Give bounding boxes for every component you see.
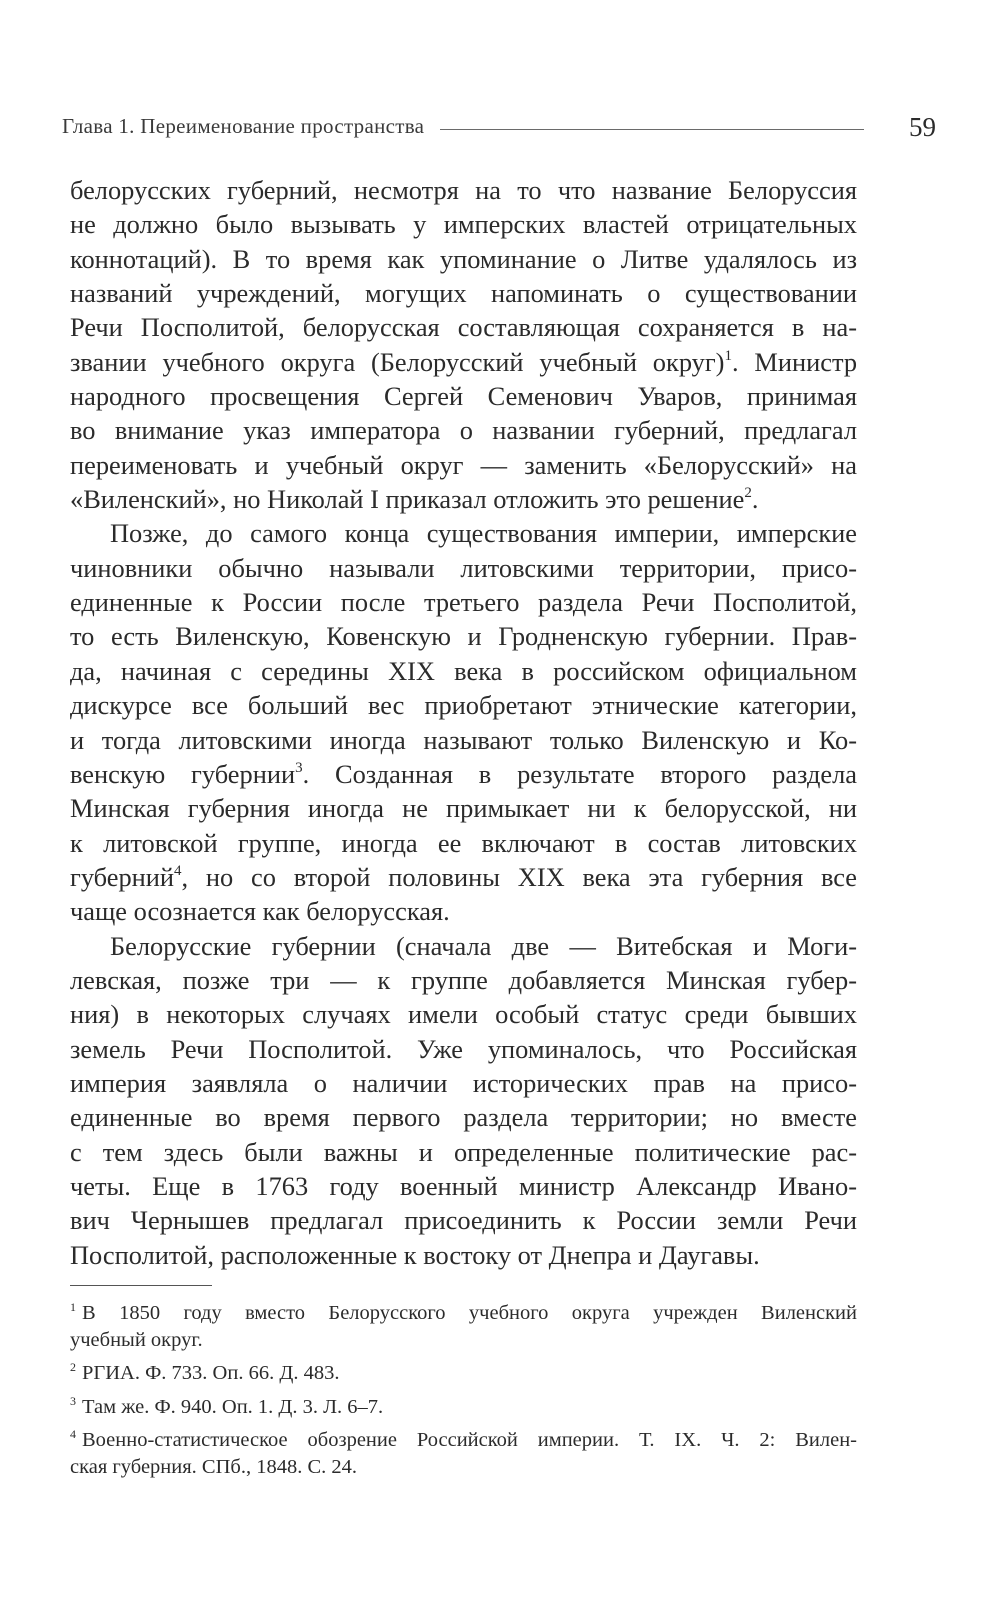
line-text-continued: . <box>751 484 759 515</box>
text-line <box>70 1066 857 1100</box>
text-line <box>70 1032 857 1066</box>
line-text: Позже, до самого конца существования империи, имперские <box>110 518 857 549</box>
line-text: названий учреждений, могущих напоминать о существовании <box>70 278 857 309</box>
line-text: губерний <box>70 861 175 892</box>
line-text: единенные к России после третьего раздела Речи Посполитой, <box>70 587 857 618</box>
line-text: переименовать и учебный округ — заменить «Белорусский» на <box>70 449 857 480</box>
footnote <box>70 1360 857 1387</box>
footnote-line <box>70 1327 857 1354</box>
line-text: дискурсе все больший вес приобретают этнические категории, <box>70 690 857 721</box>
footnote <box>70 1300 857 1353</box>
text-line <box>70 413 857 447</box>
text-line <box>70 791 857 825</box>
footnote-gap <box>70 1387 857 1394</box>
line-text: левская, позже три — к группе добавляется Минская губер- <box>70 964 857 995</box>
line-text: единенные во время первого раздела территории; но вместе <box>70 1102 857 1133</box>
text-line <box>70 173 857 207</box>
line-text-continued: . Созданная в результате второго раздела <box>302 758 858 789</box>
footnote-gap <box>70 1353 857 1360</box>
footnote-reference: 3 <box>295 759 303 776</box>
line-text: четы. Еще в 1763 году военный министр Александр Ивано- <box>70 1170 857 1201</box>
body-text <box>70 173 857 1272</box>
footnote-reference: 4 <box>174 862 182 879</box>
line-text: коннотаций). В то время как упоминание о Литве удалялось из <box>70 243 857 274</box>
header-rule <box>440 129 864 130</box>
line-text: Речи Посполитой, белорусская составляющая сохраняется в на- <box>70 312 857 343</box>
text-line <box>70 688 857 722</box>
paragraph <box>70 929 857 1272</box>
text-line <box>70 207 857 241</box>
running-head <box>62 108 936 148</box>
line-text: белорусских губерний, несмотря на то что название Белоруссия <box>70 175 857 205</box>
line-text-continued: . Министр <box>731 346 858 377</box>
footnote-line <box>70 1427 857 1454</box>
text-line <box>70 448 857 482</box>
text-line <box>70 723 857 757</box>
line-text: и тогда литовскими иногда называют только Виленскую и Ко- <box>70 724 857 755</box>
footnote-gap <box>70 1420 857 1427</box>
line-text: то есть Виленскую, Ковенскую и Гродненскую губернии. Прав- <box>70 621 857 652</box>
text-line <box>70 1169 857 1203</box>
footnote-separator <box>70 1285 212 1286</box>
page-number: 59 <box>909 112 936 142</box>
text-line <box>70 860 857 894</box>
text-line <box>70 585 857 619</box>
text-line <box>70 345 857 379</box>
line-text: «Виленский», но Николай I приказал отложить это решение <box>70 484 745 515</box>
text-line <box>70 516 857 550</box>
running-title: Глава 1. Переименование пространства <box>62 114 425 138</box>
line-text: да, начиная с середины XIX века в российском официальном <box>70 655 857 686</box>
footnote-text: В 1850 году вместо Белорусского учебного округа учрежден Виленский <box>82 1302 857 1324</box>
text-line <box>70 276 857 310</box>
text-line <box>70 826 857 860</box>
footnote-number: 2 <box>70 1360 76 1374</box>
text-line <box>70 1238 857 1272</box>
footnote-line <box>70 1454 857 1481</box>
text-line <box>70 1135 857 1169</box>
line-text-continued: , но со второй половины XIX века эта губерния все <box>181 861 857 892</box>
text-line <box>70 929 857 963</box>
text-line <box>70 619 857 653</box>
text-line <box>70 1203 857 1237</box>
line-text: Белорусские губернии (сначала две — Витебская и Моги- <box>110 930 857 961</box>
text-line <box>70 997 857 1031</box>
text-line <box>70 379 857 413</box>
footnote-text: Там же. Ф. 940. Оп. 1. Д. 3. Л. 6–7. <box>82 1395 384 1418</box>
footnote-text: Военно-статистическое обозрение Российской империи. Т. IX. Ч. 2: Вилен- <box>82 1429 857 1451</box>
footnote-line <box>70 1394 857 1421</box>
line-text: Посполитой, расположенные к востоку от Днепра и Даугавы. <box>70 1239 760 1270</box>
footnotes <box>70 1300 857 1480</box>
footnote-number: 3 <box>70 1393 76 1408</box>
text-line <box>70 894 857 928</box>
footnote-text: учебный округ. <box>70 1328 203 1351</box>
footnote-reference: 1 <box>724 347 732 364</box>
footnote-text: ская губерния. СПб., 1848. С. 24. <box>70 1455 357 1478</box>
paragraph <box>70 173 857 516</box>
line-text: во внимание указ императора о названии губерний, предлагал <box>70 415 857 446</box>
line-text: народного просвещения Сергей Семенович Уваров, принимая <box>70 381 857 412</box>
text-line <box>70 310 857 344</box>
text-line <box>70 1100 857 1134</box>
line-text: вич Чернышев предлагал присоединить к России земли Речи <box>70 1205 857 1236</box>
footnote-line <box>70 1360 857 1387</box>
text-line <box>70 963 857 997</box>
footnote-number: 1 <box>70 1300 76 1314</box>
line-text: империя заявляла о наличии исторических прав на присо- <box>70 1067 857 1098</box>
footnote <box>70 1427 857 1480</box>
footnote <box>70 1394 857 1421</box>
text-line <box>70 482 857 516</box>
text-line <box>70 242 857 276</box>
text-line <box>70 654 857 688</box>
line-text: венскую губернии <box>70 758 296 789</box>
line-text: к литовской группе, иногда ее включают в состав литовских <box>70 827 857 858</box>
line-text: земель Речи Посполитой. Уже упоминалось, что Российская <box>70 1033 857 1064</box>
footnote-line <box>70 1300 857 1327</box>
line-text: Минская губерния иногда не примыкает ни к белорусской, ни <box>70 793 857 824</box>
footnote-text: РГИА. Ф. 733. Оп. 66. Д. 483. <box>82 1362 340 1384</box>
text-line <box>70 551 857 585</box>
line-text: с тем здесь были важны и определенные политические рас- <box>70 1136 857 1167</box>
footnote-reference: 2 <box>744 485 752 502</box>
text-line <box>70 757 857 791</box>
footnote-number: 4 <box>70 1427 76 1441</box>
line-text: ния) в некоторых случаях имели особый статус среди бывших <box>70 999 857 1030</box>
paragraph <box>70 516 857 928</box>
line-text: не должно было вызывать у имперских властей отрицательных <box>70 209 857 240</box>
line-text: чиновники обычно называли литовскими территории, присо- <box>70 552 857 583</box>
line-text: чаще осознается как белорусская. <box>70 896 450 927</box>
line-text: звании учебного округа (Белорусский учебный округ) <box>70 346 725 377</box>
